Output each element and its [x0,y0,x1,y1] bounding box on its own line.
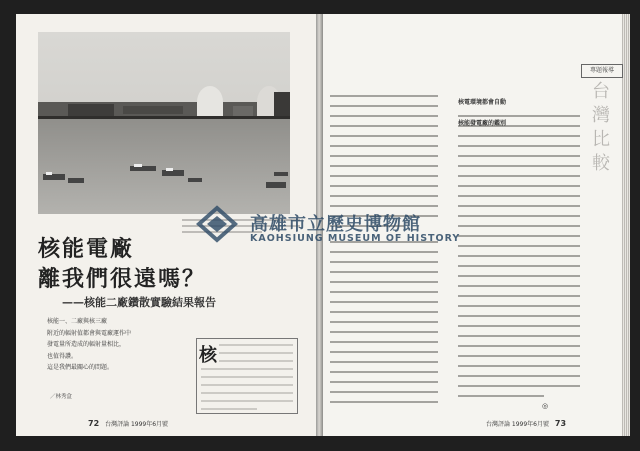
right-subhead-1: 核電環境都會自動 [458,99,507,106]
article-author: ／林秀盒 [50,394,73,400]
left-folio-text: 台灣評論 1999年6月號 [105,421,169,428]
right-column-2 [454,112,584,402]
article-end-mark: ◎ [542,402,549,410]
intro-line: 也值得讚。 [47,352,78,360]
page-edges [622,14,630,436]
left-page-number: 72 [88,419,100,428]
watermark-chinese: 高雄市立歷史博物館 [250,214,421,235]
watermark-english: KAOHSIUNG MUSEUM OF HISTORY [250,233,461,244]
intro-line: 發電量所造成的輻射量相比， [47,341,126,349]
right-page-heading: 台灣比較 [592,81,610,174]
section-tag: 專題報導 [581,64,623,78]
right-folio [486,419,566,428]
right-page-number: 73 [554,419,567,428]
right-folio-text: 台灣評論 1999年6月號 [486,421,549,428]
article-subtitle: ——核能二廠鑽散實驗結果報告 [62,296,216,309]
right-subhead-2: 核能發電廠的鑑別 [458,120,507,127]
intro-line: 這是我們最關心的問題。 [47,364,114,372]
intro-line: 核能一、二廠與核三廠 [47,318,108,325]
nuclear-plant-photo [38,32,290,214]
drop-cap: 核 [199,345,217,366]
body-text-box [196,338,298,414]
intro-line: 附近的輻射值都會與電廠運作中 [47,329,132,337]
article-intro [47,316,187,374]
left-folio [88,419,168,428]
right-column-1 [324,92,444,412]
article-title-line2: 離我們很遠嗎？ [38,266,207,292]
article-title-line1: 核能電廠 [38,236,135,262]
